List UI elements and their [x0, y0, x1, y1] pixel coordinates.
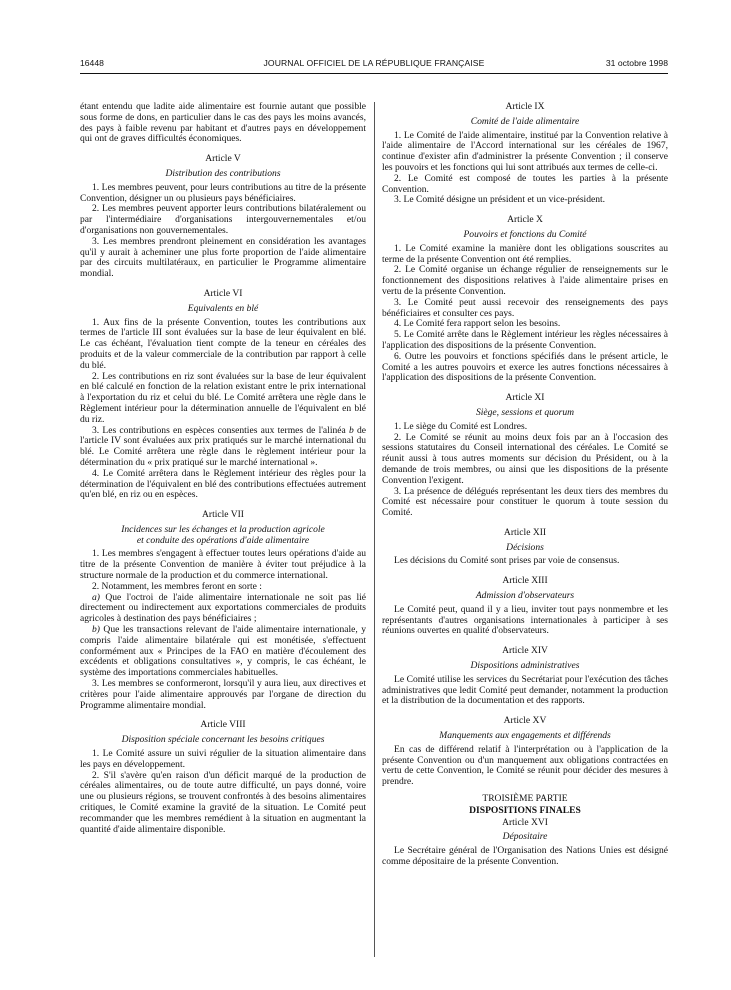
- article-10-subtitle: Pouvoirs et fonctions du Comité: [463, 228, 587, 240]
- header-rule: [80, 73, 668, 74]
- article-7-paragraph: 3. Les membres se conformeront, lorsqu'il y aura lieu, aux directives et critères pour l'aide alimentaire approuvés par l'organe de direction du Programme alimentaire mondial.: [80, 678, 366, 711]
- journal-title: JOURNAL OFFICIEL DE LA RÉPUBLIQUE FRANÇAISE: [263, 58, 485, 68]
- article-14-subtitle: Dispositions administratives: [470, 660, 580, 672]
- article-10-title: Article X: [507, 214, 543, 226]
- article-5-title: Article V: [205, 153, 241, 165]
- article-6-paragraph: 1. Aux fins de la présente Convention, toutes les contributions aux termes de l'article III sont évaluées sur la base de leur équivalent en blé. Le cas échéant, l'évaluation tient compte de la teneur en céréales des produits et de la valeur commerciale de la contribution par rapport à celle du blé.: [80, 316, 366, 371]
- article-15-subtitle: Manquements aux engagements et différends: [439, 730, 611, 742]
- article-10-paragraph: 3. Le Comité peut aussi recevoir des renseignements des pays bénéficiaires et consulter ces pays.: [382, 296, 668, 319]
- text-run: de l'article IV sont évaluées aux prix pratiqués sur le marché international du blé. Le Comité arrêtera une règle dans le règlement intérieur pour la détermination du « prix pratiqué sur le marché international ».: [80, 424, 366, 468]
- article-6-paragraph: [80, 426, 366, 469]
- publication-date: 31 octobre 1998: [605, 58, 668, 68]
- article-11-subtitle: Siège, sessions et quorum: [475, 406, 575, 418]
- italic-letter: b: [348, 424, 354, 436]
- article-15-title: Article XV: [503, 715, 547, 727]
- part-heading: DISPOSITIONS FINALES: [469, 804, 581, 816]
- text-run: 3. Les contributions en espèces consenties aux termes de l'alinéa: [92, 424, 349, 436]
- article-5-paragraph: 1. Les membres peuvent, pour leurs contributions au titre de la présente Convention, désigner un ou plusieurs pays bénéficiaires.: [80, 181, 366, 204]
- right-column: [382, 102, 668, 868]
- article-9-paragraph: 1. Le Comité de l'aide alimentaire, institué par la Convention relative à l'aide alimentaire de l'Accord international sur les céréales de 1967, continue d'exister afin d'administrer la présente Convention ; il conserve les pouvoirs et les fonctions qui lui sont attribués aux termes de celle-ci.: [382, 129, 668, 173]
- article-7-title: Article VII: [202, 509, 244, 521]
- article-8-subtitle: Disposition spéciale concernant les besoins critiques: [121, 734, 325, 746]
- article-7-paragraph: 2. Notamment, les membres feront en sorte :: [92, 580, 262, 592]
- article-10-paragraph: 2. Le Comité organise un échange régulier de renseignements sur le fonctionnement des dispositions relatives à l'aide alimentaire prises en vertu de la présente Convention.: [382, 264, 668, 297]
- article-12-paragraph: Les décisions du Comité sont prises par voie de consensus.: [394, 555, 620, 567]
- article-9-subtitle: Comité de l'aide alimentaire: [470, 115, 580, 127]
- article-16-title: Article XVI: [502, 816, 548, 828]
- article-8-title: Article VIII: [200, 719, 246, 731]
- article-13-subtitle: Admission d'observateurs: [475, 590, 575, 602]
- article-7-paragraph: 1. Les membres s'engagent à effectuer toutes leurs opérations d'aide au titre de la présente Convention de manière à éviter tout préjudice à la structure normale de la production et du commerce international.: [80, 548, 366, 582]
- article-14-paragraph: Le Comité utilise les services du Secrétariat pour l'exécution des tâches administratives que ledit Comité peut demander, notamment la production et la distribution de la documentation et des rapports.: [382, 673, 668, 707]
- left-column: [80, 102, 366, 835]
- article-11-paragraph: 2. Le Comité se réunit au moins deux fois par an à l'occasion des sessions statutaires du Conseil international des céréales. Le Comité se réunit aussi à tous autres moments sur décision du Président, ou à la demande de trois membres, ou ainsi que les dispositions de la présente Convention l'exigent.: [382, 431, 668, 486]
- article-5-paragraph: 2. Les membres peuvent apporter leurs contributions bilatéralement ou par l'intermédiaire d'organisations intergouvernementales et/ou d'organisations non gouvernementales.: [80, 203, 366, 236]
- article-7-subtitle: [80, 525, 366, 547]
- article-6-subtitle: Equivalents en blé: [187, 302, 259, 314]
- article-11-paragraph: 3. La présence de délégués représentant les deux tiers des membres du Comité est nécessaire pour constituer le quorum à toute session du Comité.: [382, 485, 668, 519]
- page-number: 16448: [80, 58, 104, 68]
- article-9-paragraph: 2. Le Comité est composé de toutes les parties à la présente Convention.: [382, 172, 668, 195]
- article-7-item-a: [80, 593, 366, 625]
- article-6-title: Article VI: [203, 287, 243, 299]
- item-text: Que les transactions relevant de l'aide alimentaire internationale, y compris l'aide alimentaire bilatérale qui est monétisée, s'effectuent conformément aux « Principes de la FAO en matière d'écoulement des excédents et obligations consultatives », y compris, le cas échéant, le système des importations commerciales habituelles.: [80, 624, 366, 679]
- article-8-paragraph: 2. S'il s'avère qu'en raison d'un déficit marqué de la production de céréales alimentaires, ou de toute autre difficulté, un pays donné, voire une ou plusieurs régions, se trouvent confrontés à des besoins alimentaires critiques, le Comité examine la gravité de la situation. Le Comité peut recommander que les membres remédient à la situation en augmentant la quantité d'aide alimentaire disponible.: [80, 769, 366, 835]
- article-7-item-b: [80, 625, 366, 679]
- article-16-subtitle: Dépositaire: [502, 831, 548, 843]
- article-13-title: Article XIII: [502, 575, 548, 587]
- item-text: Que l'octroi de l'aide alimentaire internationale ne soit pas lié directement ou indirectement aux exportations commerciales de produits agricoles à destination des pays bénéficiaires ;: [80, 591, 366, 625]
- subtitle-line: et conduite des opérations d'aide alimentaire: [136, 534, 310, 546]
- part-title: TROISIÈME PARTIE: [482, 793, 568, 805]
- article-11-title: Article XI: [505, 392, 545, 404]
- article-8-paragraph: 1. Le Comité assure un suivi régulier de la situation alimentaire dans les pays en développement.: [80, 748, 366, 770]
- article-5-subtitle: Distribution des contributions: [165, 167, 281, 179]
- article-6-paragraph: 4. Le Comité arrêtera dans le Règlement intérieur des règles pour la détermination de l'équivalent en blé des contributions effectuées autrement qu'en blé, en riz ou en espèces.: [80, 467, 366, 501]
- article-10-paragraph: 1. Le Comité examine la manière dont les obligations souscrites au terme de la présente Convention ont été remplies.: [382, 242, 668, 265]
- article-14-title: Article XIV: [502, 645, 548, 657]
- article-13-paragraph: Le Comité peut, quand il y a lieu, inviter tout pays nonmembre et les représentants d'autres organisations internationales à participer à ses réunions ouvertes en qualité d'observateurs.: [382, 603, 668, 637]
- article-6-paragraph: 2. Les contributions en riz sont évaluées sur la base de leur équivalent en blé calculé en fonction de la relation existant entre le prix international à l'exportation du riz et celui du blé. Le Comité arrêtera une règle dans le Règlement intérieur pour la détermination annuelle de l'équivalent en blé du riz.: [80, 370, 366, 425]
- item-label: a): [92, 591, 100, 603]
- article-12-subtitle: Décisions: [506, 541, 544, 553]
- article-9-paragraph: 3. Le Comité désigne un président et un vice-président.: [394, 194, 606, 206]
- article-16-paragraph: Le Secrétaire général de l'Organisation des Nations Unies est désigné comme dépositaire de la présente Convention.: [382, 845, 668, 868]
- article-11-paragraph: 1. Le siège du Comité est Londres.: [394, 420, 528, 432]
- article-5-paragraph: 3. Les membres prendront pleinement en considération les avantages qu'il y aurait à acheminer une plus forte proportion de l'aide alimentaire par des circuits multilatéraux, en particulier le Programme alimentaire mondial.: [80, 235, 366, 280]
- column-divider: [374, 102, 375, 957]
- article-9-title: Article IX: [505, 101, 545, 112]
- page-header: [80, 58, 668, 72]
- article-10-paragraph: 5. Le Comité arrête dans le Règlement intérieur les règles nécessaires à l'application des dispositions de la présente Convention.: [382, 329, 668, 351]
- article-10-paragraph: 6. Outre les pouvoirs et fonctions spécifiés dans le présent article, le Comité a les autres pouvoirs et exerce les autres fonctions nécessaires à l'application des dispositions de la présente Convention.: [382, 350, 668, 384]
- article-10-paragraph: 4. Le Comité fera rapport selon les besoins.: [394, 318, 561, 330]
- article-12-title: Article XII: [503, 526, 547, 538]
- item-label: b): [92, 624, 100, 636]
- article-15-paragraph: En cas de différend relatif à l'interprétation ou à l'application de la présente Convention ou d'un manquement aux obligations contractées en vertu de cette Convention, le Comité se réunit pour décider des mesures à prendre.: [382, 743, 668, 788]
- intro-paragraph: étant entendu que ladite aide alimentaire est fournie autant que possible sous forme de dons, en particulier dans le cas des pays les moins avancés, des pays à faible revenu par habitant et d'autres pays en développement qui ont de graves difficultés économiques.: [80, 101, 366, 145]
- subtitle-line: Incidences sur les échanges et la production agricole: [121, 523, 325, 535]
